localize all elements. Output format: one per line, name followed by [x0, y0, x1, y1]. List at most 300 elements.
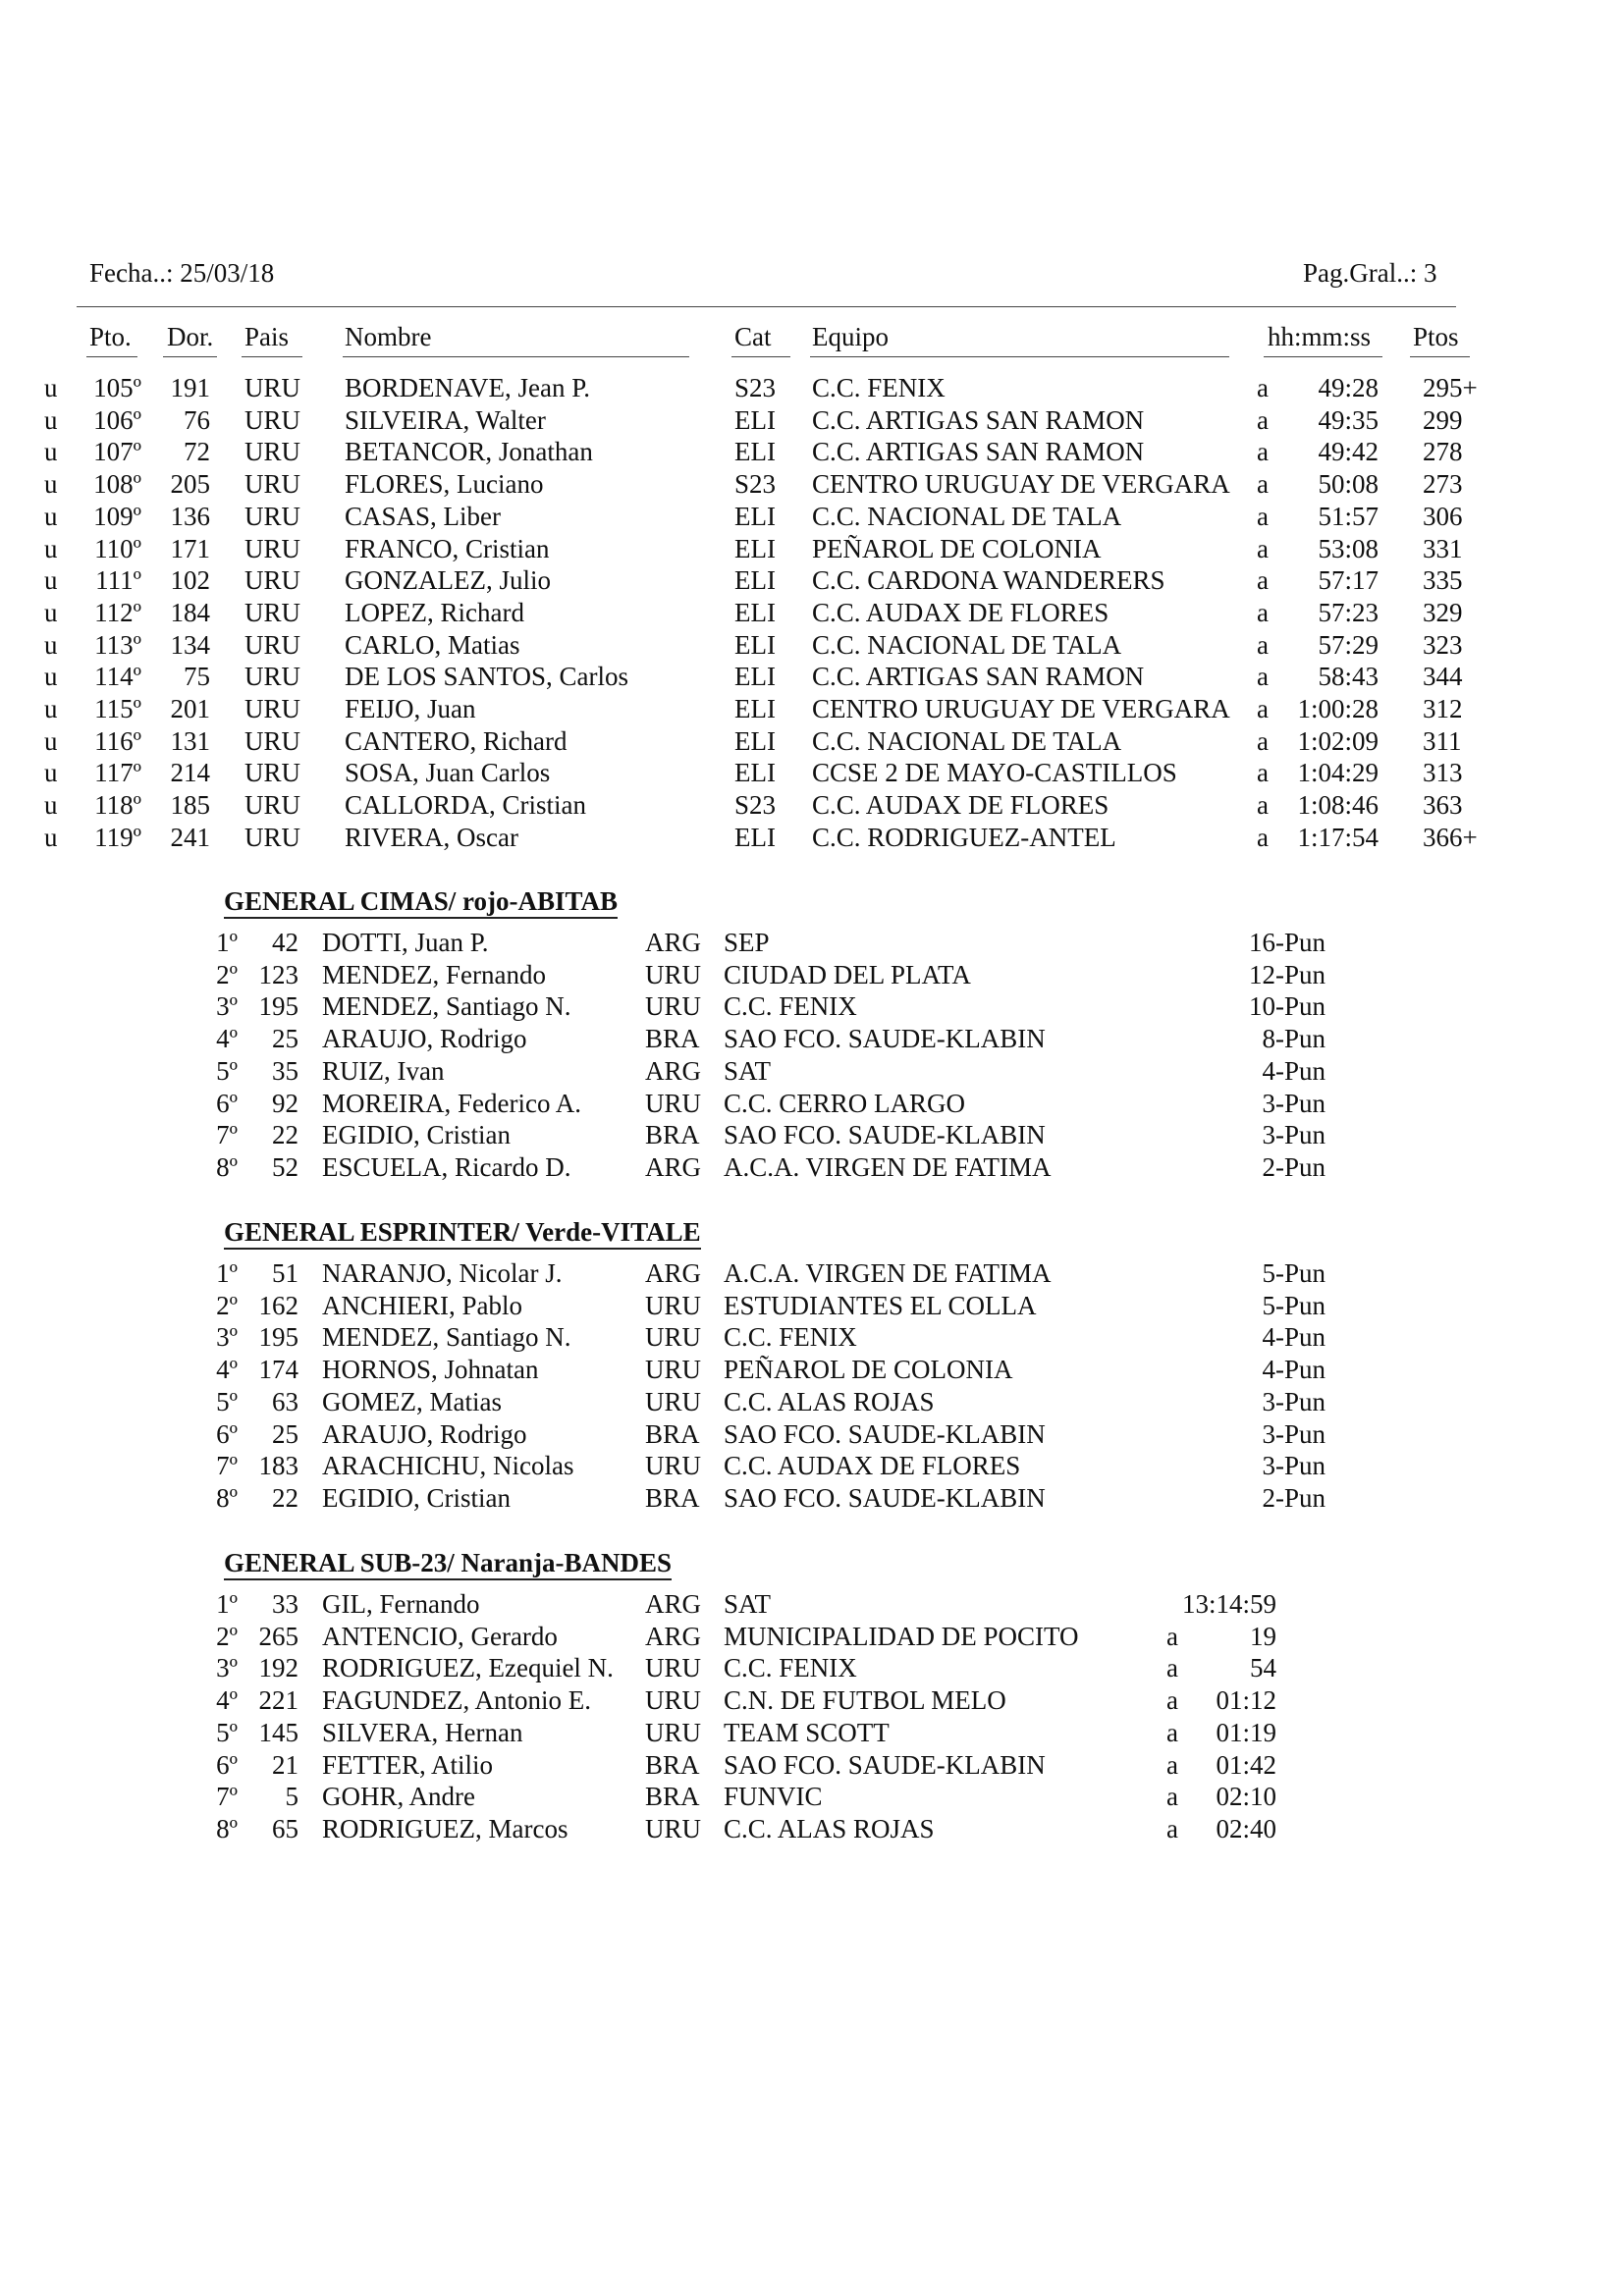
section-title: GENERAL CIMAS/ rojo-ABITAB — [224, 886, 619, 916]
item-dorsal: 221 — [258, 1685, 298, 1716]
item-points: 4-Pun — [1262, 1055, 1325, 1086]
item-team: PEÑAROL DE COLONIA — [724, 1355, 1013, 1385]
row-category: ELI — [734, 533, 776, 563]
row-points: 313 — [1423, 758, 1463, 788]
row-category: ELI — [734, 597, 776, 627]
row-category: ELI — [734, 501, 776, 531]
item-country: ARG — [645, 1151, 702, 1182]
item-country: URU — [645, 1717, 702, 1747]
row-country: URU — [244, 725, 301, 756]
item-dorsal: 52 — [272, 1151, 298, 1182]
item-name: ESCUELA, Ricardo D. — [322, 1151, 571, 1182]
row-team: C.C. AUDAX DE FLORES — [812, 597, 1109, 627]
item-name: MENDEZ, Santiago N. — [322, 991, 571, 1022]
item-name: EGIDIO, Cristian — [322, 1482, 511, 1513]
item-dorsal: 192 — [258, 1653, 298, 1683]
item-dorsal: 22 — [272, 1482, 298, 1513]
item-team: SAO FCO. SAUDE-KLABIN — [724, 1120, 1046, 1150]
row-category: ELI — [734, 694, 776, 723]
row-dorsal: 191 — [170, 373, 210, 402]
row-gap-mark: a — [1257, 758, 1269, 788]
item-position: 2º — [216, 959, 238, 989]
row-time: 49:35 — [1318, 404, 1379, 435]
item-name: FAGUNDEZ, Antonio E. — [322, 1685, 591, 1716]
item-country: BRA — [645, 1782, 700, 1812]
col-pais-underline — [242, 356, 302, 357]
row-position: 119º — [94, 822, 141, 852]
row-dorsal: 201 — [170, 694, 210, 723]
row-name: DE LOS SANTOS, Carlos — [345, 662, 629, 692]
row-time: 1:08:46 — [1297, 790, 1379, 821]
item-position: 6º — [216, 1418, 238, 1449]
row-mark: u — [44, 437, 58, 467]
row-team: C.C. RODRIGUEZ-ANTEL — [812, 822, 1116, 852]
item-dorsal: 183 — [258, 1451, 298, 1481]
item-team: A.C.A. VIRGEN DE FATIMA — [724, 1151, 1052, 1182]
item-team: C.C. ALAS ROJAS — [724, 1813, 935, 1843]
item-points: 3-Pun — [1262, 1451, 1325, 1481]
item-gap-mark: a — [1166, 1749, 1178, 1780]
row-country: URU — [244, 758, 301, 788]
item-dorsal: 162 — [258, 1290, 298, 1320]
item-points: 5-Pun — [1262, 1258, 1325, 1288]
row-gap-mark: a — [1257, 501, 1269, 531]
item-country: ARG — [645, 928, 702, 957]
row-points: 366+ — [1423, 822, 1478, 852]
row-position: 112º — [94, 597, 141, 627]
row-dorsal: 102 — [170, 565, 210, 596]
row-team: PEÑAROL DE COLONIA — [812, 533, 1102, 563]
item-country: ARG — [645, 1621, 702, 1651]
item-dorsal: 123 — [258, 959, 298, 989]
header-divider — [77, 306, 1456, 307]
row-team: C.C. ARTIGAS SAN RAMON — [812, 404, 1145, 435]
item-position: 7º — [216, 1782, 238, 1812]
row-category: S23 — [734, 373, 777, 402]
item-country: URU — [645, 1322, 702, 1353]
item-dorsal: 174 — [258, 1355, 298, 1385]
row-gap-mark: a — [1257, 437, 1269, 467]
row-name: CARLO, Matias — [345, 629, 520, 660]
item-name: MENDEZ, Santiago N. — [322, 1322, 571, 1353]
row-points: 323 — [1423, 629, 1463, 660]
item-team: C.C. FENIX — [724, 991, 857, 1022]
row-dorsal: 184 — [170, 597, 210, 627]
row-country: URU — [244, 565, 301, 596]
row-time: 49:28 — [1318, 373, 1379, 402]
row-position: 106º — [93, 404, 141, 435]
row-mark: u — [44, 404, 58, 435]
col-nombre-underline — [343, 356, 689, 357]
item-name: ARAUJO, Rodrigo — [322, 1024, 527, 1054]
item-time: 01:19 — [1216, 1717, 1276, 1747]
item-name: GOHR, Andre — [322, 1782, 475, 1812]
item-team: SAT — [724, 1589, 772, 1619]
row-name: FEIJO, Juan — [345, 694, 476, 723]
item-team: A.C.A. VIRGEN DE FATIMA — [724, 1258, 1052, 1288]
item-position: 6º — [216, 1749, 238, 1780]
item-team: CIUDAD DEL PLATA — [724, 959, 971, 989]
item-name: ARAUJO, Rodrigo — [322, 1418, 527, 1449]
item-dorsal: 42 — [272, 928, 298, 957]
row-points: 311 — [1423, 725, 1462, 756]
row-gap-mark: a — [1257, 662, 1269, 692]
item-dorsal: 195 — [258, 991, 298, 1022]
row-country: URU — [244, 404, 301, 435]
item-country: BRA — [645, 1120, 700, 1150]
row-country: URU — [244, 629, 301, 660]
item-name: SILVERA, Hernan — [322, 1717, 523, 1747]
page-number: Pag.Gral..: 3 — [1303, 258, 1437, 288]
row-name: FLORES, Luciano — [345, 469, 544, 500]
row-category: ELI — [734, 629, 776, 660]
row-country: URU — [244, 597, 301, 627]
row-position: 109º — [93, 501, 141, 531]
row-mark: u — [44, 758, 58, 788]
item-dorsal: 21 — [272, 1749, 298, 1780]
item-position: 8º — [216, 1482, 238, 1513]
row-time: 1:02:09 — [1297, 725, 1379, 756]
row-country: URU — [244, 694, 301, 723]
item-team: C.C. CERRO LARGO — [724, 1088, 966, 1118]
row-country: URU — [244, 469, 301, 500]
item-name: RODRIGUEZ, Ezequiel N. — [322, 1653, 614, 1683]
item-dorsal: 33 — [272, 1589, 298, 1619]
row-team: CENTRO URUGUAY DE VERGARA — [812, 694, 1230, 723]
row-points: 312 — [1423, 694, 1463, 723]
item-points: 2-Pun — [1262, 1151, 1325, 1182]
row-position: 113º — [94, 629, 141, 660]
item-dorsal: 265 — [258, 1621, 298, 1651]
row-dorsal: 205 — [170, 469, 210, 500]
row-gap-mark: a — [1257, 694, 1269, 723]
row-name: RIVERA, Oscar — [345, 822, 518, 852]
row-team: C.C. NACIONAL DE TALA — [812, 629, 1122, 660]
row-team: C.C. FENIX — [812, 373, 946, 402]
item-time: 01:42 — [1216, 1749, 1276, 1780]
item-country: URU — [645, 1813, 702, 1843]
item-country: BRA — [645, 1024, 700, 1054]
row-gap-mark: a — [1257, 822, 1269, 852]
item-country: BRA — [645, 1482, 700, 1513]
item-time: 13:14:59 — [1181, 1589, 1276, 1619]
row-gap-mark: a — [1257, 629, 1269, 660]
row-time: 1:17:54 — [1297, 822, 1379, 852]
row-time: 57:29 — [1318, 629, 1379, 660]
col-pto-underline — [86, 356, 137, 357]
col-tiempo: hh:mm:ss — [1268, 322, 1372, 351]
item-dorsal: 195 — [258, 1322, 298, 1353]
item-team: SAO FCO. SAUDE-KLABIN — [724, 1749, 1046, 1780]
row-points: 306 — [1423, 501, 1463, 531]
row-time: 49:42 — [1318, 437, 1379, 467]
row-name: LOPEZ, Richard — [345, 597, 524, 627]
col-dor-underline — [163, 356, 217, 357]
item-time: 02:10 — [1216, 1782, 1276, 1812]
item-points: 16-Pun — [1248, 928, 1325, 957]
item-position: 1º — [216, 928, 238, 957]
row-dorsal: 185 — [170, 790, 210, 821]
row-country: URU — [244, 533, 301, 563]
item-country: URU — [645, 1685, 702, 1716]
item-country: URU — [645, 1290, 702, 1320]
item-country: URU — [645, 1088, 702, 1118]
row-position: 117º — [94, 758, 141, 788]
row-mark: u — [44, 501, 58, 531]
row-category: ELI — [734, 437, 776, 467]
row-points: 329 — [1423, 597, 1463, 627]
row-country: URU — [244, 790, 301, 821]
item-dorsal: 25 — [272, 1418, 298, 1449]
row-name: GONZALEZ, Julio — [345, 565, 551, 596]
row-points: 363 — [1423, 790, 1463, 821]
item-team: C.C. AUDAX DE FLORES — [724, 1451, 1021, 1481]
item-position: 2º — [216, 1621, 238, 1651]
item-name: MENDEZ, Fernando — [322, 959, 546, 989]
row-name: SILVEIRA, Walter — [345, 404, 546, 435]
item-country: URU — [645, 1653, 702, 1683]
row-position: 107º — [93, 437, 141, 467]
row-mark: u — [44, 725, 58, 756]
item-team: SAO FCO. SAUDE-KLABIN — [724, 1024, 1046, 1054]
col-pais: Pais — [244, 322, 290, 351]
item-name: RUIZ, Ivan — [322, 1055, 445, 1086]
row-category: ELI — [734, 822, 776, 852]
row-mark: u — [44, 373, 58, 402]
item-country: ARG — [645, 1589, 702, 1619]
row-country: URU — [244, 437, 301, 467]
item-position: 2º — [216, 1290, 238, 1320]
item-name: RODRIGUEZ, Marcos — [322, 1813, 568, 1843]
row-category: ELI — [734, 758, 776, 788]
row-points: 344 — [1423, 662, 1463, 692]
row-gap-mark: a — [1257, 373, 1269, 402]
col-ptos-underline — [1410, 356, 1470, 357]
item-points: 12-Pun — [1248, 959, 1325, 989]
row-dorsal: 171 — [170, 533, 210, 563]
row-points: 295+ — [1423, 373, 1478, 402]
row-name: CANTERO, Richard — [345, 725, 568, 756]
row-team: C.C. NACIONAL DE TALA — [812, 501, 1122, 531]
item-dorsal: 92 — [272, 1088, 298, 1118]
row-points: 299 — [1423, 404, 1463, 435]
item-dorsal: 22 — [272, 1120, 298, 1150]
row-category: ELI — [734, 565, 776, 596]
item-position: 3º — [216, 1653, 238, 1683]
row-mark: u — [44, 469, 58, 500]
item-team: C.C. FENIX — [724, 1653, 857, 1683]
item-points: 2-Pun — [1262, 1482, 1325, 1513]
item-position: 5º — [216, 1055, 238, 1086]
row-gap-mark: a — [1257, 533, 1269, 563]
item-country: URU — [645, 991, 702, 1022]
col-ptos: Ptos — [1413, 322, 1459, 351]
row-name: CALLORDA, Cristian — [345, 790, 586, 821]
row-time: 57:17 — [1318, 565, 1379, 596]
item-team: FUNVIC — [724, 1782, 823, 1812]
row-dorsal: 136 — [170, 501, 210, 531]
item-points: 10-Pun — [1248, 991, 1325, 1022]
item-name: MOREIRA, Federico A. — [322, 1088, 581, 1118]
col-pto: Pto. — [89, 322, 132, 351]
item-name: FETTER, Atilio — [322, 1749, 494, 1780]
row-position: 115º — [94, 694, 141, 723]
item-position: 5º — [216, 1717, 238, 1747]
item-gap-mark: a — [1166, 1782, 1178, 1812]
row-time: 1:00:28 — [1297, 694, 1379, 723]
row-position: 116º — [94, 725, 141, 756]
row-team: CCSE 2 DE MAYO-CASTILLOS — [812, 758, 1177, 788]
item-position: 4º — [216, 1355, 238, 1385]
row-mark: u — [44, 597, 58, 627]
col-equipo-underline — [810, 356, 1229, 357]
row-position: 108º — [93, 469, 141, 500]
row-gap-mark: a — [1257, 565, 1269, 596]
row-time: 53:08 — [1318, 533, 1379, 563]
row-time: 51:57 — [1318, 501, 1379, 531]
row-team: C.C. ARTIGAS SAN RAMON — [812, 662, 1145, 692]
row-time: 57:23 — [1318, 597, 1379, 627]
row-category: ELI — [734, 404, 776, 435]
item-name: EGIDIO, Cristian — [322, 1120, 511, 1150]
item-points: 3-Pun — [1262, 1386, 1325, 1416]
row-points: 273 — [1423, 469, 1463, 500]
col-dor: Dor. — [167, 322, 214, 351]
item-position: 3º — [216, 1322, 238, 1353]
row-category: S23 — [734, 790, 777, 821]
item-dorsal: 51 — [272, 1258, 298, 1288]
item-time: 54 — [1250, 1653, 1276, 1683]
row-gap-mark: a — [1257, 597, 1269, 627]
item-position: 5º — [216, 1386, 238, 1416]
item-points: 3-Pun — [1262, 1418, 1325, 1449]
item-points: 3-Pun — [1262, 1088, 1325, 1118]
item-name: HORNOS, Johnatan — [322, 1355, 539, 1385]
item-name: DOTTI, Juan P. — [322, 928, 489, 957]
row-gap-mark: a — [1257, 725, 1269, 756]
item-country: URU — [645, 1451, 702, 1481]
row-name: BORDENAVE, Jean P. — [345, 373, 591, 402]
col-cat: Cat — [734, 322, 772, 351]
row-time: 58:43 — [1318, 662, 1379, 692]
row-dorsal: 131 — [170, 725, 210, 756]
item-dorsal: 5 — [285, 1782, 298, 1812]
item-team: SAO FCO. SAUDE-KLABIN — [724, 1482, 1046, 1513]
item-dorsal: 65 — [272, 1813, 298, 1843]
row-team: C.C. ARTIGAS SAN RAMON — [812, 437, 1145, 467]
col-equipo: Equipo — [812, 322, 889, 351]
item-gap-mark: a — [1166, 1813, 1178, 1843]
row-dorsal: 241 — [170, 822, 210, 852]
item-country: ARG — [645, 1258, 702, 1288]
row-name: CASAS, Liber — [345, 501, 502, 531]
item-points: 8-Pun — [1262, 1024, 1325, 1054]
item-name: GOMEZ, Matias — [322, 1386, 502, 1416]
item-points: 4-Pun — [1262, 1322, 1325, 1353]
row-country: URU — [244, 373, 301, 402]
row-mark: u — [44, 790, 58, 821]
item-dorsal: 25 — [272, 1024, 298, 1054]
item-gap-mark: a — [1166, 1621, 1178, 1651]
item-dorsal: 35 — [272, 1055, 298, 1086]
row-position: 111º — [95, 565, 141, 596]
row-position: 110º — [94, 533, 141, 563]
row-position: 118º — [94, 790, 141, 821]
item-team: C.N. DE FUTBOL MELO — [724, 1685, 1006, 1716]
row-mark: u — [44, 629, 58, 660]
item-position: 1º — [216, 1589, 238, 1619]
row-points: 335 — [1423, 565, 1463, 596]
item-dorsal: 145 — [258, 1717, 298, 1747]
row-team: C.C. CARDONA WANDERERS — [812, 565, 1165, 596]
section-title: GENERAL SUB-23/ Naranja-BANDES — [224, 1548, 673, 1577]
item-position: 8º — [216, 1813, 238, 1843]
item-team: SEP — [724, 928, 770, 957]
row-gap-mark: a — [1257, 790, 1269, 821]
item-gap-mark: a — [1166, 1717, 1178, 1747]
row-dorsal: 72 — [184, 437, 210, 467]
row-country: URU — [244, 662, 301, 692]
item-position: 8º — [216, 1151, 238, 1182]
item-position: 4º — [216, 1024, 238, 1054]
row-mark: u — [44, 822, 58, 852]
item-team: TEAM SCOTT — [724, 1717, 890, 1747]
item-position: 7º — [216, 1120, 238, 1150]
row-dorsal: 75 — [184, 662, 210, 692]
item-team: SAO FCO. SAUDE-KLABIN — [724, 1418, 1046, 1449]
item-country: URU — [645, 1386, 702, 1416]
row-dorsal: 76 — [184, 404, 210, 435]
fecha: Fecha..: 25/03/18 — [89, 258, 275, 288]
row-time: 1:04:29 — [1297, 758, 1379, 788]
col-cat-underline — [731, 356, 790, 357]
item-country: URU — [645, 1355, 702, 1385]
item-country: BRA — [645, 1418, 700, 1449]
row-points: 278 — [1423, 437, 1463, 467]
item-points: 4-Pun — [1262, 1355, 1325, 1385]
row-team: C.C. AUDAX DE FLORES — [812, 790, 1109, 821]
item-team: SAT — [724, 1055, 772, 1086]
item-country: URU — [645, 959, 702, 989]
item-team: ESTUDIANTES EL COLLA — [724, 1290, 1037, 1320]
item-name: ANTENCIO, Gerardo — [322, 1621, 558, 1651]
item-position: 3º — [216, 991, 238, 1022]
item-time: 02:40 — [1216, 1813, 1276, 1843]
row-name: FRANCO, Cristian — [345, 533, 550, 563]
item-name: ARACHICHU, Nicolas — [322, 1451, 574, 1481]
item-country: BRA — [645, 1749, 700, 1780]
item-dorsal: 63 — [272, 1386, 298, 1416]
row-points: 331 — [1423, 533, 1463, 563]
item-points: 3-Pun — [1262, 1120, 1325, 1150]
row-country: URU — [244, 501, 301, 531]
row-mark: u — [44, 565, 58, 596]
col-tiempo-underline — [1264, 356, 1382, 357]
item-name: GIL, Fernando — [322, 1589, 480, 1619]
row-mark: u — [44, 662, 58, 692]
item-time: 19 — [1250, 1621, 1276, 1651]
item-time: 01:12 — [1216, 1685, 1276, 1716]
item-team: C.C. ALAS ROJAS — [724, 1386, 935, 1416]
row-position: 114º — [94, 662, 141, 692]
row-name: BETANCOR, Jonathan — [345, 437, 593, 467]
row-category: ELI — [734, 725, 776, 756]
row-mark: u — [44, 694, 58, 723]
row-team: CENTRO URUGUAY DE VERGARA — [812, 469, 1230, 500]
item-name: NARANJO, Nicolar J. — [322, 1258, 563, 1288]
row-team: C.C. NACIONAL DE TALA — [812, 725, 1122, 756]
row-dorsal: 134 — [170, 629, 210, 660]
